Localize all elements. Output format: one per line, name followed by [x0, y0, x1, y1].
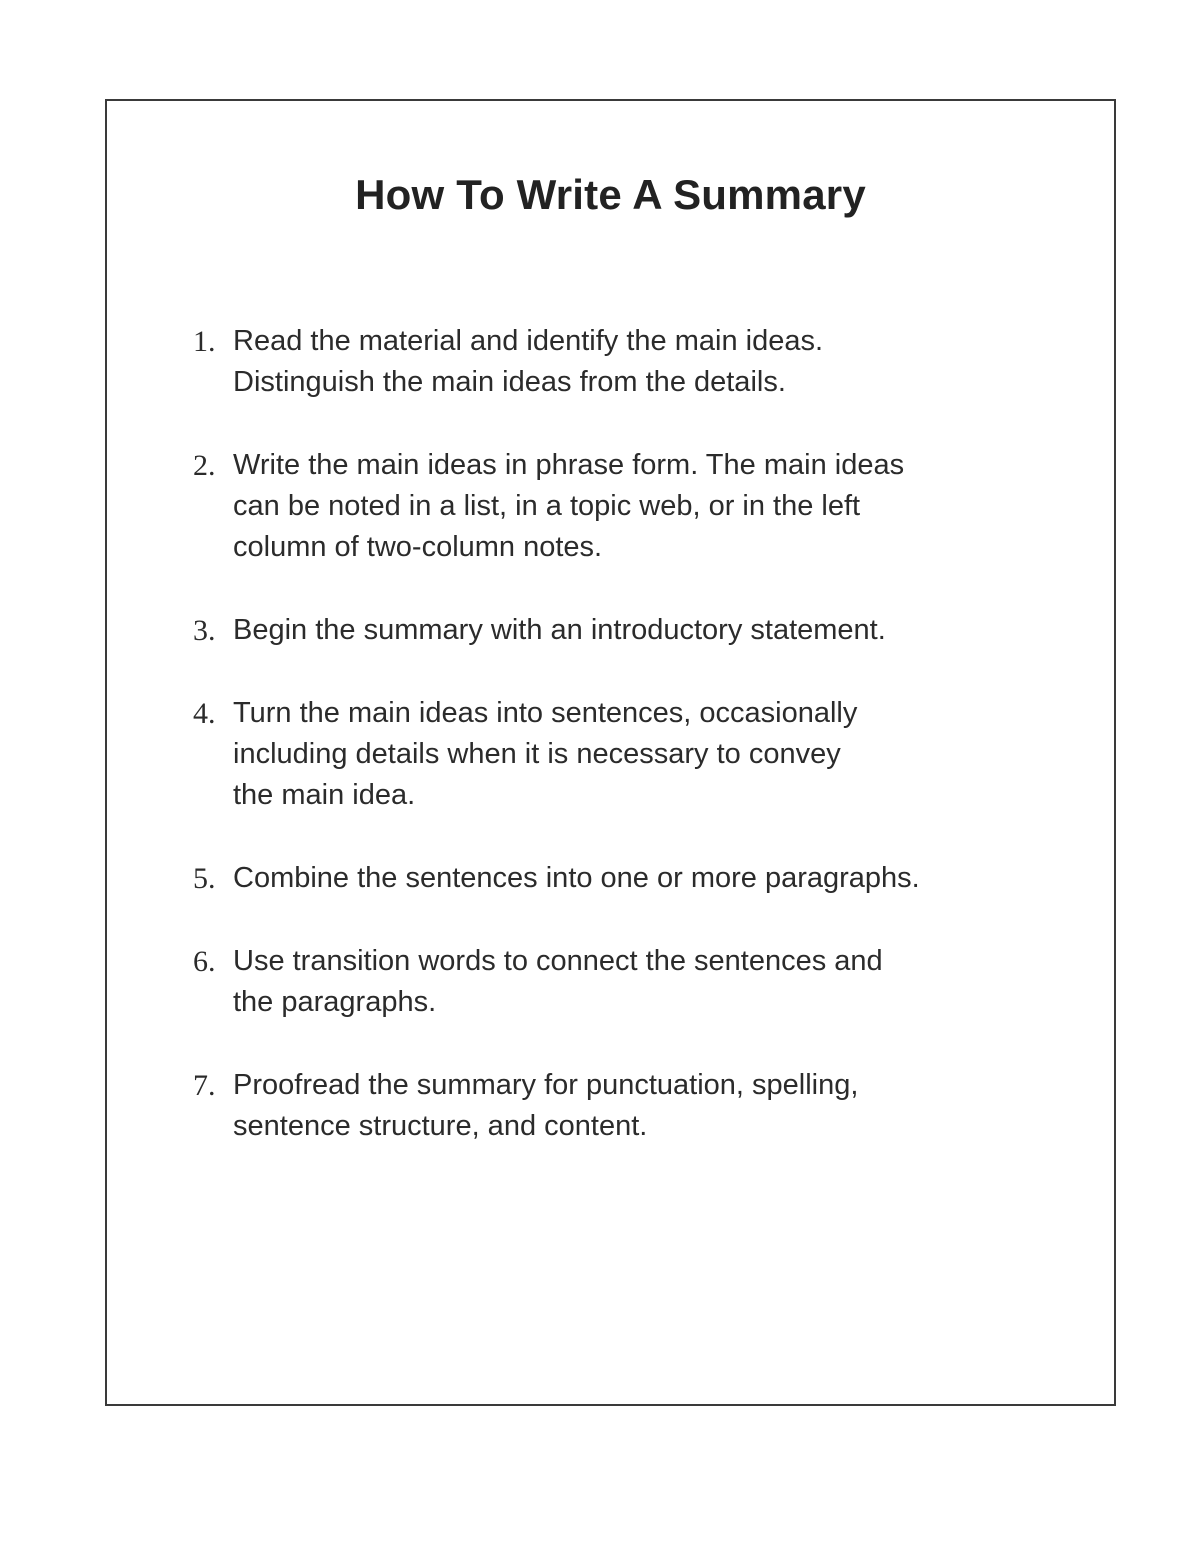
document-frame: [105, 99, 1116, 1406]
step-text: Use transition words to connect the sentences and the paragraphs.: [233, 945, 883, 1018]
document-title: How To Write A Summary: [355, 171, 866, 218]
step-text: Write the main ideas in phrase form. The main ideas can be noted in a list, in a topic web, or in the left column of two-column notes.: [233, 449, 905, 563]
step-number: 4.: [193, 697, 216, 730]
list-item-step-6: [193, 941, 1013, 1023]
list-item-step-4: [193, 693, 1013, 816]
list-item-step-5: [193, 858, 1013, 899]
steps-list: [193, 321, 1013, 1147]
step-number: 7.: [193, 1069, 216, 1102]
list-item-step-7: [193, 1065, 1013, 1147]
list-item-step-3: [193, 610, 1013, 651]
step-text: Read the material and identify the main ideas. Distinguish the main ideas from the details.: [233, 325, 824, 398]
step-number: 3.: [193, 614, 216, 647]
step-number: 2.: [193, 449, 216, 482]
step-text: Turn the main ideas into sentences, occasionally including details when it is necessary to convey the main idea.: [233, 697, 858, 811]
list-item-step-1: [193, 321, 1013, 403]
step-number: 6.: [193, 945, 216, 978]
step-number: 1.: [193, 325, 216, 358]
step-text: Begin the summary with an introductory statement.: [233, 614, 886, 646]
list-item-step-2: [193, 445, 1013, 568]
step-number: 5.: [193, 862, 216, 895]
step-text: Combine the sentences into one or more paragraphs.: [233, 862, 920, 894]
step-text: Proofread the summary for punctuation, spelling, sentence structure, and content.: [233, 1069, 859, 1142]
